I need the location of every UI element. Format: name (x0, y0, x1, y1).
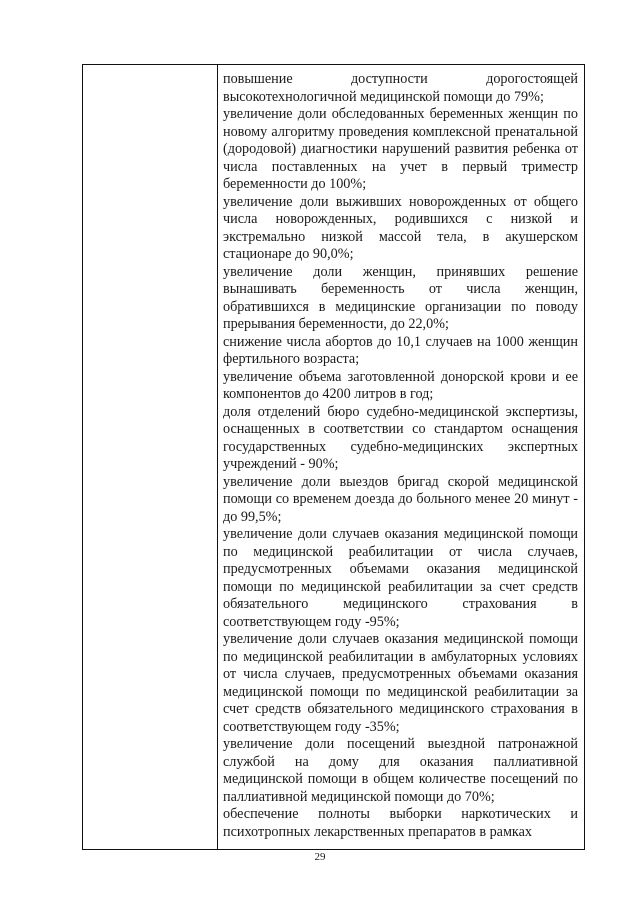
paragraph: обеспечение полноты выборки наркотических и психотропных лекарственных препаратов в рамках (223, 806, 578, 840)
paragraph: снижение числа абортов до 10,1 случаев на 1000 женщин фертильного возраста; (223, 333, 578, 367)
page-number: 29 (314, 851, 326, 863)
paragraph: увеличение доли случаев оказания медицинской помощи по медицинской реабилитации в амбулаторных условиях от числа случаев, предусмотренных объемами оказания медицинской помощи по медицинской реабилитации за счет средств обязательного медицинского страхования в соответствующем году -35%; (223, 631, 578, 735)
table-cell-content (223, 71, 578, 841)
column-divider (217, 65, 218, 849)
paragraph: доля отделений бюро судебно-медицинской экспертизы, оснащенных в соответствии со стандартом оснащения государственных судебно-медицинских экспертных учреждений - 90%; (223, 403, 578, 472)
document-table (82, 64, 585, 850)
paragraph: увеличение доли случаев оказания медицинской помощи по медицинской реабилитации от числа случаев, предусмотренных объемами оказания медицинской помощи по медицинской реабилитации за счет средств обязательного медицинского страхования в соответствующем году -95%; (223, 526, 578, 630)
paragraph: увеличение доли обследованных беременных женщин по новому алгоритму проведения комплексной пренатальной (дородовой) диагностики нарушений развития ребенка от числа поставленных на учет в первый триместр беременности до 100%; (223, 106, 578, 192)
paragraph: увеличение доли посещений выездной патронажной службой на дому для оказания паллиативной медицинской помощи в общем количестве посещений по паллиативной медицинской помощи до 70%; (223, 736, 578, 805)
paragraph: повышение доступности дорогостоящей высокотехнологичной медицинской помощи до 79%; (223, 71, 578, 105)
paragraph: увеличение доли выживших новорожденных от общего числа новорожденных, родившихся с низкой и экстремально низкой массой тела, в акушерском стационаре до 90,0%; (223, 193, 578, 262)
paragraph: увеличение доли выездов бригад скорой медицинской помощи со временем доезда до больного менее 20 минут - до 99,5%; (223, 473, 578, 525)
paragraph: увеличение доли женщин, принявших решение вынашивать беременность от числа женщин, обратившихся в медицинские организации по поводу прерывания беременности, до 22,0%; (223, 263, 578, 332)
paragraph: увеличение объема заготовленной донорской крови и ее компонентов до 4200 литров в год; (223, 368, 578, 402)
